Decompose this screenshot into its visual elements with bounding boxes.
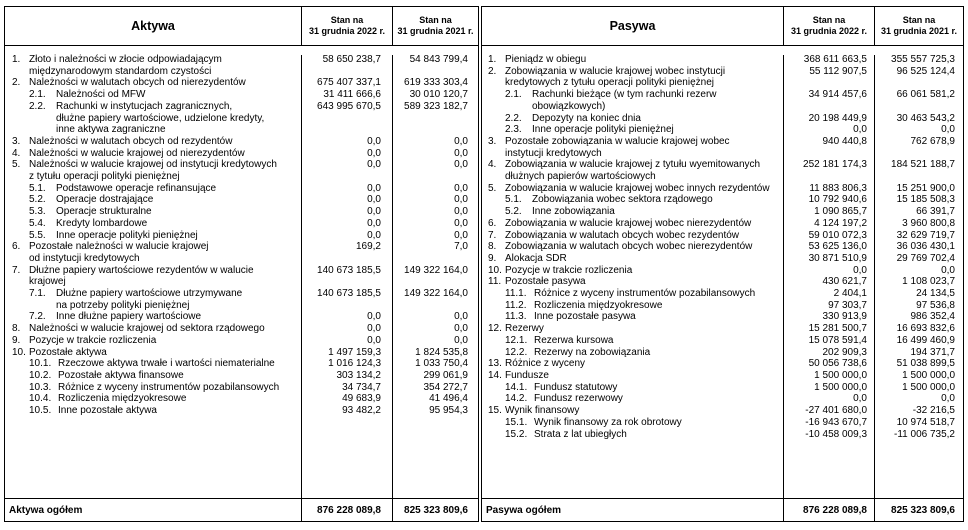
row-text: Różnice z wyceny instrumentów pozabilansowych	[534, 288, 756, 300]
row-number: 1.	[12, 54, 21, 65]
assets-total-label: Aktywa ogółem	[9, 504, 83, 516]
value-2022: 0,0	[367, 206, 381, 218]
row-number: 8.	[12, 323, 21, 335]
value-2021: 0,0	[941, 124, 955, 136]
row-label	[482, 66, 783, 89]
row-number: 13.	[488, 358, 502, 370]
row-text: Pozostałe należności w walucie krajowej	[29, 241, 209, 253]
row-text: Depozyty na koniec dnia	[532, 112, 641, 124]
value-2021: 0,0	[941, 264, 955, 276]
value-2022: 15 281 500,7	[808, 323, 867, 335]
row-text: Należności w walucie krajowej od instytucji kredytowych	[29, 159, 277, 171]
value-2022: 1 500 000,0	[814, 369, 867, 381]
row-number: 2.1.	[505, 89, 522, 101]
row-label	[5, 241, 301, 264]
row-number: 11.3.	[505, 311, 527, 323]
row-number: 7.1.	[29, 288, 46, 300]
row-number: 15.2.	[505, 428, 528, 440]
value-2022: 0,0	[367, 217, 381, 229]
row-text: Strata z lat ubiegłych	[534, 428, 627, 440]
row-text: Pozostałe aktywa finansowe	[58, 369, 184, 381]
row-number: 8.	[488, 241, 497, 253]
value-2022: 50 056 738,6	[808, 358, 867, 370]
row-number: 7.	[12, 264, 21, 276]
row-number: 2.	[488, 65, 497, 77]
row-text: Należności w walucie krajowej od sektora rządowego	[29, 323, 265, 335]
row-label	[482, 358, 783, 370]
value-2022: 0,0	[367, 229, 381, 241]
value-2021: 762 678,9	[910, 135, 955, 147]
liabilities-col-2022-header: Stan na 31 grudnia 2022 r.	[783, 7, 874, 45]
row-text: Alokacja SDR	[505, 252, 567, 264]
row-text: Zobowiązania w walucie krajowej wobec instytucji	[505, 65, 726, 77]
row-text: Pozycje w trakcie rozliczenia	[29, 334, 157, 346]
row-text: Inne dłużne papiery wartościowe	[56, 311, 202, 323]
row-number: 5.2.	[505, 206, 522, 218]
value-2022: 0,0	[367, 323, 381, 335]
value-2021: 299 061,9	[423, 369, 468, 381]
value-2021: 32 629 719,7	[896, 229, 955, 241]
value-2022: 252 181 174,3	[803, 159, 867, 171]
row-text: instytucji kredytowych	[505, 147, 602, 159]
row-text: Zobowiązania w walucie krajowej wobec innych rezydentów	[505, 182, 770, 194]
value-2022: 34 734,7	[342, 381, 381, 393]
value-2022: 53 625 136,0	[808, 241, 867, 253]
row-number: 14.2.	[505, 393, 528, 405]
value-2021: 149 322 164,0	[404, 288, 468, 300]
value-2021: 1 500 000,0	[902, 381, 955, 393]
value-2021: 355 557 725,3	[891, 54, 955, 65]
value-2022: 202 909,3	[822, 346, 867, 358]
value-2022: 0,0	[853, 124, 867, 136]
value-2022: 58 650 238,7	[322, 54, 381, 65]
value-2021: 619 333 303,4	[404, 77, 468, 89]
value-2021: -32 216,5	[912, 405, 955, 417]
row-text: Zobowiązania w walutach obcych wobec rezydentów	[505, 229, 740, 241]
value-2021: 0,0	[454, 334, 468, 346]
value-2022: 0,0	[853, 393, 867, 405]
row-text: Podstawowe operacje refinansujące	[56, 182, 217, 194]
row-text: Dłużne papiery wartościowe rezydentów w walucie	[29, 264, 254, 276]
liabilities-total-row	[482, 498, 963, 521]
row-number: 9.	[488, 252, 497, 264]
row-label	[5, 136, 301, 148]
row-label	[5, 89, 301, 101]
value-2021: 30 010 120,7	[409, 89, 468, 101]
value-2021: 54 843 799,4	[409, 54, 468, 65]
value-2022: 643 995 670,5	[317, 100, 381, 112]
value-2022: 1 497 159,3	[328, 346, 381, 358]
value-2021: 0,0	[454, 323, 468, 335]
row-number: 5.1.	[29, 182, 46, 194]
row-number: 5.	[12, 159, 21, 171]
row-text: Należności w walucie krajowej od nierezydentów	[29, 147, 245, 159]
value-2021: 0,0	[454, 206, 468, 218]
row-label	[5, 405, 301, 417]
value-2022: 2 404,1	[833, 288, 867, 300]
row-label	[5, 311, 301, 323]
value-2022: 330 913,9	[822, 311, 867, 323]
row-label	[5, 183, 301, 195]
row-number: 2.2.	[505, 112, 522, 124]
value-2021: 51 038 899,5	[896, 358, 955, 370]
value-2022: 97 303,7	[828, 299, 867, 311]
row-text: Wynik finansowy za rok obrotowy	[534, 416, 682, 428]
assets-body	[5, 46, 478, 498]
value-2022: 0,0	[367, 159, 381, 171]
value-2021: 194 371,7	[910, 346, 955, 358]
row-text: Rachunki bieżące (w tym rachunki rezerw	[532, 89, 717, 101]
row-label	[482, 276, 783, 288]
value-2021: 0,0	[454, 135, 468, 147]
liabilities-col-2021-header: Stan na 31 grudnia 2021 r.	[874, 7, 963, 45]
row-number: 5.3.	[29, 206, 46, 218]
row-text: Należności w walutach obcych od nierezydentów	[29, 77, 246, 89]
row-text: Rachunki w instytucjach zagranicznych,	[56, 100, 233, 112]
row-text: Fundusz statutowy	[534, 381, 618, 393]
liabilities-title: Pasywa	[609, 19, 656, 33]
row-number: 4.	[488, 159, 497, 171]
value-2021: 41 496,4	[429, 393, 468, 405]
row-number: 2.	[12, 77, 21, 89]
row-text: Złoto i należności w złocie odpowiadającym	[29, 54, 222, 65]
row-text: Rezerwa kursowa	[534, 334, 614, 346]
liabilities-total-2022: 876 228 089,8	[783, 499, 874, 521]
row-number: 11.2.	[505, 299, 527, 311]
row-number: 5.2.	[29, 194, 46, 206]
row-text: międzynarodowym standardom czystości	[29, 65, 212, 77]
row-number: 10.1.	[29, 358, 52, 370]
row-text: Zobowiązania w walutach obcych wobec nierezydentów	[505, 241, 753, 253]
row-text: Rzeczowe aktywa trwałe i wartości niematerialne	[58, 358, 275, 370]
value-2022: 0,0	[367, 194, 381, 206]
row-label	[5, 323, 301, 335]
row-number: 12.	[488, 323, 502, 335]
assets-total-2021: 825 323 809,6	[392, 499, 478, 521]
value-2022: 20 198 449,9	[808, 112, 867, 124]
row-label	[482, 230, 783, 242]
row-label	[482, 194, 783, 206]
row-number: 3.	[12, 135, 21, 147]
row-text: Zobowiązania wobec sektora rządowego	[532, 194, 713, 206]
row-text: Dłużne papiery wartościowe utrzymywane	[56, 288, 243, 300]
row-number: 7.2.	[29, 311, 46, 323]
value-2022: 0,0	[367, 182, 381, 194]
value-2022: 368 611 663,5	[803, 54, 867, 65]
row-number: 10.5.	[29, 405, 52, 417]
liabilities-total-label: Pasywa ogółem	[486, 504, 562, 516]
row-text: Pozostałe zobowiązania w walucie krajowej wobec	[505, 135, 730, 147]
row-text: Pozostałe aktywa	[29, 346, 107, 358]
row-text: Operacje strukturalne	[56, 206, 152, 218]
row-number: 15.1.	[505, 416, 528, 428]
value-2022: 940 440,8	[822, 135, 867, 147]
assets-table	[4, 6, 479, 522]
row-text: inne aktywa zagraniczne	[56, 124, 166, 136]
row-number: 2.2.	[29, 100, 46, 112]
row-label	[482, 288, 783, 300]
row-number: 3.	[488, 135, 497, 147]
value-2021: 36 036 430,1	[896, 241, 955, 253]
row-text: Pozycje w trakcie rozliczenia	[505, 264, 633, 276]
row-text: Rezerwy	[505, 323, 544, 335]
row-text: Fundusz rezerwowy	[534, 393, 623, 405]
value-2021: 3 960 800,8	[902, 217, 955, 229]
row-number: 5.	[488, 182, 497, 194]
row-number: 6.	[12, 241, 21, 253]
value-2021: 0,0	[454, 311, 468, 323]
row-text: na potrzeby polityki pieniężnej	[56, 299, 190, 311]
value-2021: 10 974 518,7	[896, 416, 955, 428]
assets-col-2021-header: Stan na 31 grudnia 2021 r.	[392, 7, 478, 45]
row-number: 1.	[488, 54, 497, 65]
row-label	[482, 265, 783, 277]
value-2022: 1 090 865,7	[814, 206, 867, 218]
value-2021: 96 525 124,4	[896, 65, 955, 77]
value-2022: 15 078 591,4	[808, 334, 867, 346]
row-text: Wynik finansowy	[505, 405, 580, 417]
value-2021: 0,0	[454, 229, 468, 241]
row-number: 9.	[12, 334, 21, 346]
row-label	[5, 159, 301, 182]
row-number: 10.4.	[29, 393, 52, 405]
row-number: 5.5.	[29, 229, 46, 241]
value-2022: 0,0	[367, 311, 381, 323]
liabilities-body	[482, 46, 963, 498]
value-2022: 1 500 000,0	[814, 381, 867, 393]
row-label	[5, 101, 301, 136]
row-label	[482, 113, 783, 125]
value-2022: 0,0	[367, 147, 381, 159]
value-2022: 59 010 072,3	[808, 229, 867, 241]
assets-title: Aktywa	[131, 19, 175, 33]
row-text: Operacje dostrajające	[56, 194, 154, 206]
row-text: Inne operacje polityki pieniężnej	[56, 229, 198, 241]
row-text: Zobowiązania w walucie krajowej wobec nierezydentów	[505, 217, 752, 229]
assets-total-2022: 876 228 089,8	[301, 499, 392, 521]
row-text: Rezerwy na zobowiązania	[534, 346, 651, 358]
row-label	[482, 136, 783, 159]
value-2021: 0,0	[454, 194, 468, 206]
row-label	[5, 194, 301, 206]
row-label	[5, 77, 301, 89]
value-2021: 354 272,7	[423, 381, 468, 393]
row-number: 5.4.	[29, 217, 46, 229]
value-2021: 986 352,4	[910, 311, 955, 323]
row-label	[482, 311, 783, 323]
row-label	[5, 230, 301, 242]
row-label	[482, 405, 783, 417]
row-text: Różnice z wyceny	[505, 358, 586, 370]
row-label	[482, 382, 783, 394]
row-text: Fundusze	[505, 369, 549, 381]
value-2021: 15 251 900,0	[896, 182, 955, 194]
row-number: 10.	[12, 346, 26, 358]
row-text: Pieniądz w obiegu	[505, 54, 587, 65]
row-number: 10.	[488, 264, 502, 276]
row-label	[5, 218, 301, 230]
row-text: Różnice z wyceny instrumentów pozabilansowych	[58, 381, 280, 393]
value-2022: -10 458 009,3	[805, 428, 867, 440]
row-number: 12.2.	[505, 346, 528, 358]
value-2022: 430 621,7	[822, 276, 867, 288]
value-2022: 675 407 337,1	[317, 77, 381, 89]
value-2021: 184 521 188,7	[891, 159, 955, 171]
row-number: 10.2.	[29, 369, 52, 381]
liabilities-total-2021: 825 323 809,6	[874, 499, 963, 521]
row-label	[482, 159, 783, 182]
liabilities-columns	[482, 55, 963, 498]
row-text: Rozliczenia międzyokresowe	[58, 393, 187, 405]
row-label	[482, 417, 783, 429]
value-2022: 140 673 185,5	[317, 288, 381, 300]
value-2021: 1 108 023,7	[902, 276, 955, 288]
row-number: 10.3.	[29, 381, 52, 393]
value-2021: 16 693 832,6	[896, 323, 955, 335]
row-number: 4.	[12, 147, 21, 159]
value-2022: 93 482,2	[342, 405, 381, 417]
row-label	[482, 429, 783, 441]
row-label	[482, 347, 783, 359]
row-number: 2.1.	[29, 89, 46, 101]
value-2022: 31 411 666,6	[323, 89, 381, 101]
value-2021: 97 536,8	[916, 299, 955, 311]
row-label	[5, 347, 301, 359]
row-text: dłużnych papierów wartościowych	[505, 171, 656, 183]
liabilities-header	[482, 7, 963, 46]
row-text: Należności w walutach obcych od rezydentów	[29, 135, 233, 147]
value-2021: 29 769 702,4	[896, 252, 955, 264]
row-label	[482, 300, 783, 312]
value-2021: 1 033 750,4	[415, 358, 468, 370]
value-2022: 49 683,9	[342, 393, 381, 405]
value-2021: 0,0	[454, 147, 468, 159]
row-text: Inne zobowiązania	[532, 206, 615, 218]
row-text: z tytułu operacji polityki pieniężnej	[29, 171, 180, 183]
value-2021: 1 824 535,8	[415, 346, 468, 358]
row-label	[482, 393, 783, 405]
row-label	[5, 288, 301, 311]
row-text: Należności od MFW	[56, 89, 146, 101]
value-2021: 15 185 508,3	[896, 194, 955, 206]
row-label	[5, 54, 301, 77]
assets-header	[5, 7, 478, 46]
row-label	[482, 54, 783, 66]
value-2021: 0,0	[454, 182, 468, 194]
row-number: 11.1.	[505, 288, 527, 300]
value-2022: 303 134,2	[336, 369, 381, 381]
row-text: kredytowych z tytułu operacji polityki pieniężnej	[505, 77, 714, 89]
row-label	[5, 358, 301, 370]
row-label	[482, 253, 783, 265]
value-2022: 140 673 185,5	[317, 264, 381, 276]
value-2021: 16 499 460,9	[896, 334, 955, 346]
row-label	[5, 370, 301, 382]
value-2021: 24 134,5	[916, 288, 955, 300]
row-label	[482, 241, 783, 253]
row-label	[5, 335, 301, 347]
row-label	[5, 265, 301, 288]
row-text: Inne pozostałe aktywa	[58, 405, 157, 417]
value-2021: 589 323 182,7	[404, 100, 468, 112]
row-text: od instytucji kredytowych	[29, 252, 140, 264]
row-label	[482, 218, 783, 230]
value-2022: 4 124 197,2	[814, 217, 867, 229]
row-text: Kredyty lombardowe	[56, 217, 148, 229]
value-2022: -27 401 680,0	[805, 405, 867, 417]
row-label	[5, 382, 301, 394]
row-number: 2.3.	[505, 124, 522, 136]
row-text: dłużne papiery wartościowe, udzielone kredyty,	[56, 112, 265, 124]
row-label	[482, 370, 783, 382]
value-2021: 0,0	[941, 393, 955, 405]
row-text: Zobowiązania w walucie krajowej z tytułu wyemitowanych	[505, 159, 761, 171]
value-2022: 11 883 806,3	[809, 182, 867, 194]
value-2022: 30 871 510,9	[808, 252, 867, 264]
value-2021: 66 061 581,2	[896, 89, 955, 101]
assets-columns	[5, 55, 478, 498]
row-number: 12.1.	[505, 334, 528, 346]
value-2022: 0,0	[367, 334, 381, 346]
row-label	[5, 393, 301, 405]
row-text: Pozostałe pasywa	[505, 276, 586, 288]
row-text: Inne operacje polityki pieniężnej	[532, 124, 674, 136]
row-number: 11.	[488, 276, 502, 288]
value-2022: 0,0	[853, 264, 867, 276]
row-text: krajowej	[29, 276, 66, 288]
row-label	[482, 89, 783, 112]
value-2021: 7,0	[454, 241, 468, 253]
row-label	[482, 335, 783, 347]
row-text: Inne pozostałe pasywa	[534, 311, 636, 323]
value-2021: 95 954,3	[429, 405, 468, 417]
assets-col-2022-header: Stan na 31 grudnia 2022 r.	[301, 7, 392, 45]
row-label	[482, 183, 783, 195]
value-2022: 55 112 907,5	[809, 65, 867, 77]
row-label	[482, 124, 783, 136]
row-label	[5, 148, 301, 160]
row-number: 5.1.	[505, 194, 522, 206]
value-2021: 0,0	[454, 217, 468, 229]
value-2022: 169,2	[355, 241, 381, 253]
row-number: 7.	[488, 229, 497, 241]
value-2022: 34 914 457,6	[808, 89, 867, 101]
value-2021: 149 322 164,0	[404, 264, 468, 276]
value-2021: 30 463 543,2	[896, 112, 955, 124]
row-label	[482, 323, 783, 335]
value-2021: 1 500 000,0	[902, 369, 955, 381]
value-2021: 0,0	[454, 159, 468, 171]
value-2022: 1 016 124,3	[328, 358, 381, 370]
row-text: Rozliczenia międzyokresowe	[534, 299, 663, 311]
row-number: 6.	[488, 217, 497, 229]
row-number: 15.	[488, 405, 502, 417]
assets-total-row	[5, 498, 478, 521]
row-label	[5, 206, 301, 218]
value-2022: -16 943 670,7	[805, 416, 867, 428]
liabilities-table	[481, 6, 964, 522]
row-number: 14.	[488, 369, 502, 381]
value-2022: 0,0	[367, 135, 381, 147]
value-2021: 66 391,7	[916, 206, 955, 218]
value-2022: 10 792 940,6	[808, 194, 867, 206]
row-label	[482, 206, 783, 218]
row-number: 14.1.	[505, 381, 528, 393]
value-2021: -11 006 735,2	[894, 428, 955, 440]
row-text: obowiązkowych)	[532, 100, 606, 112]
